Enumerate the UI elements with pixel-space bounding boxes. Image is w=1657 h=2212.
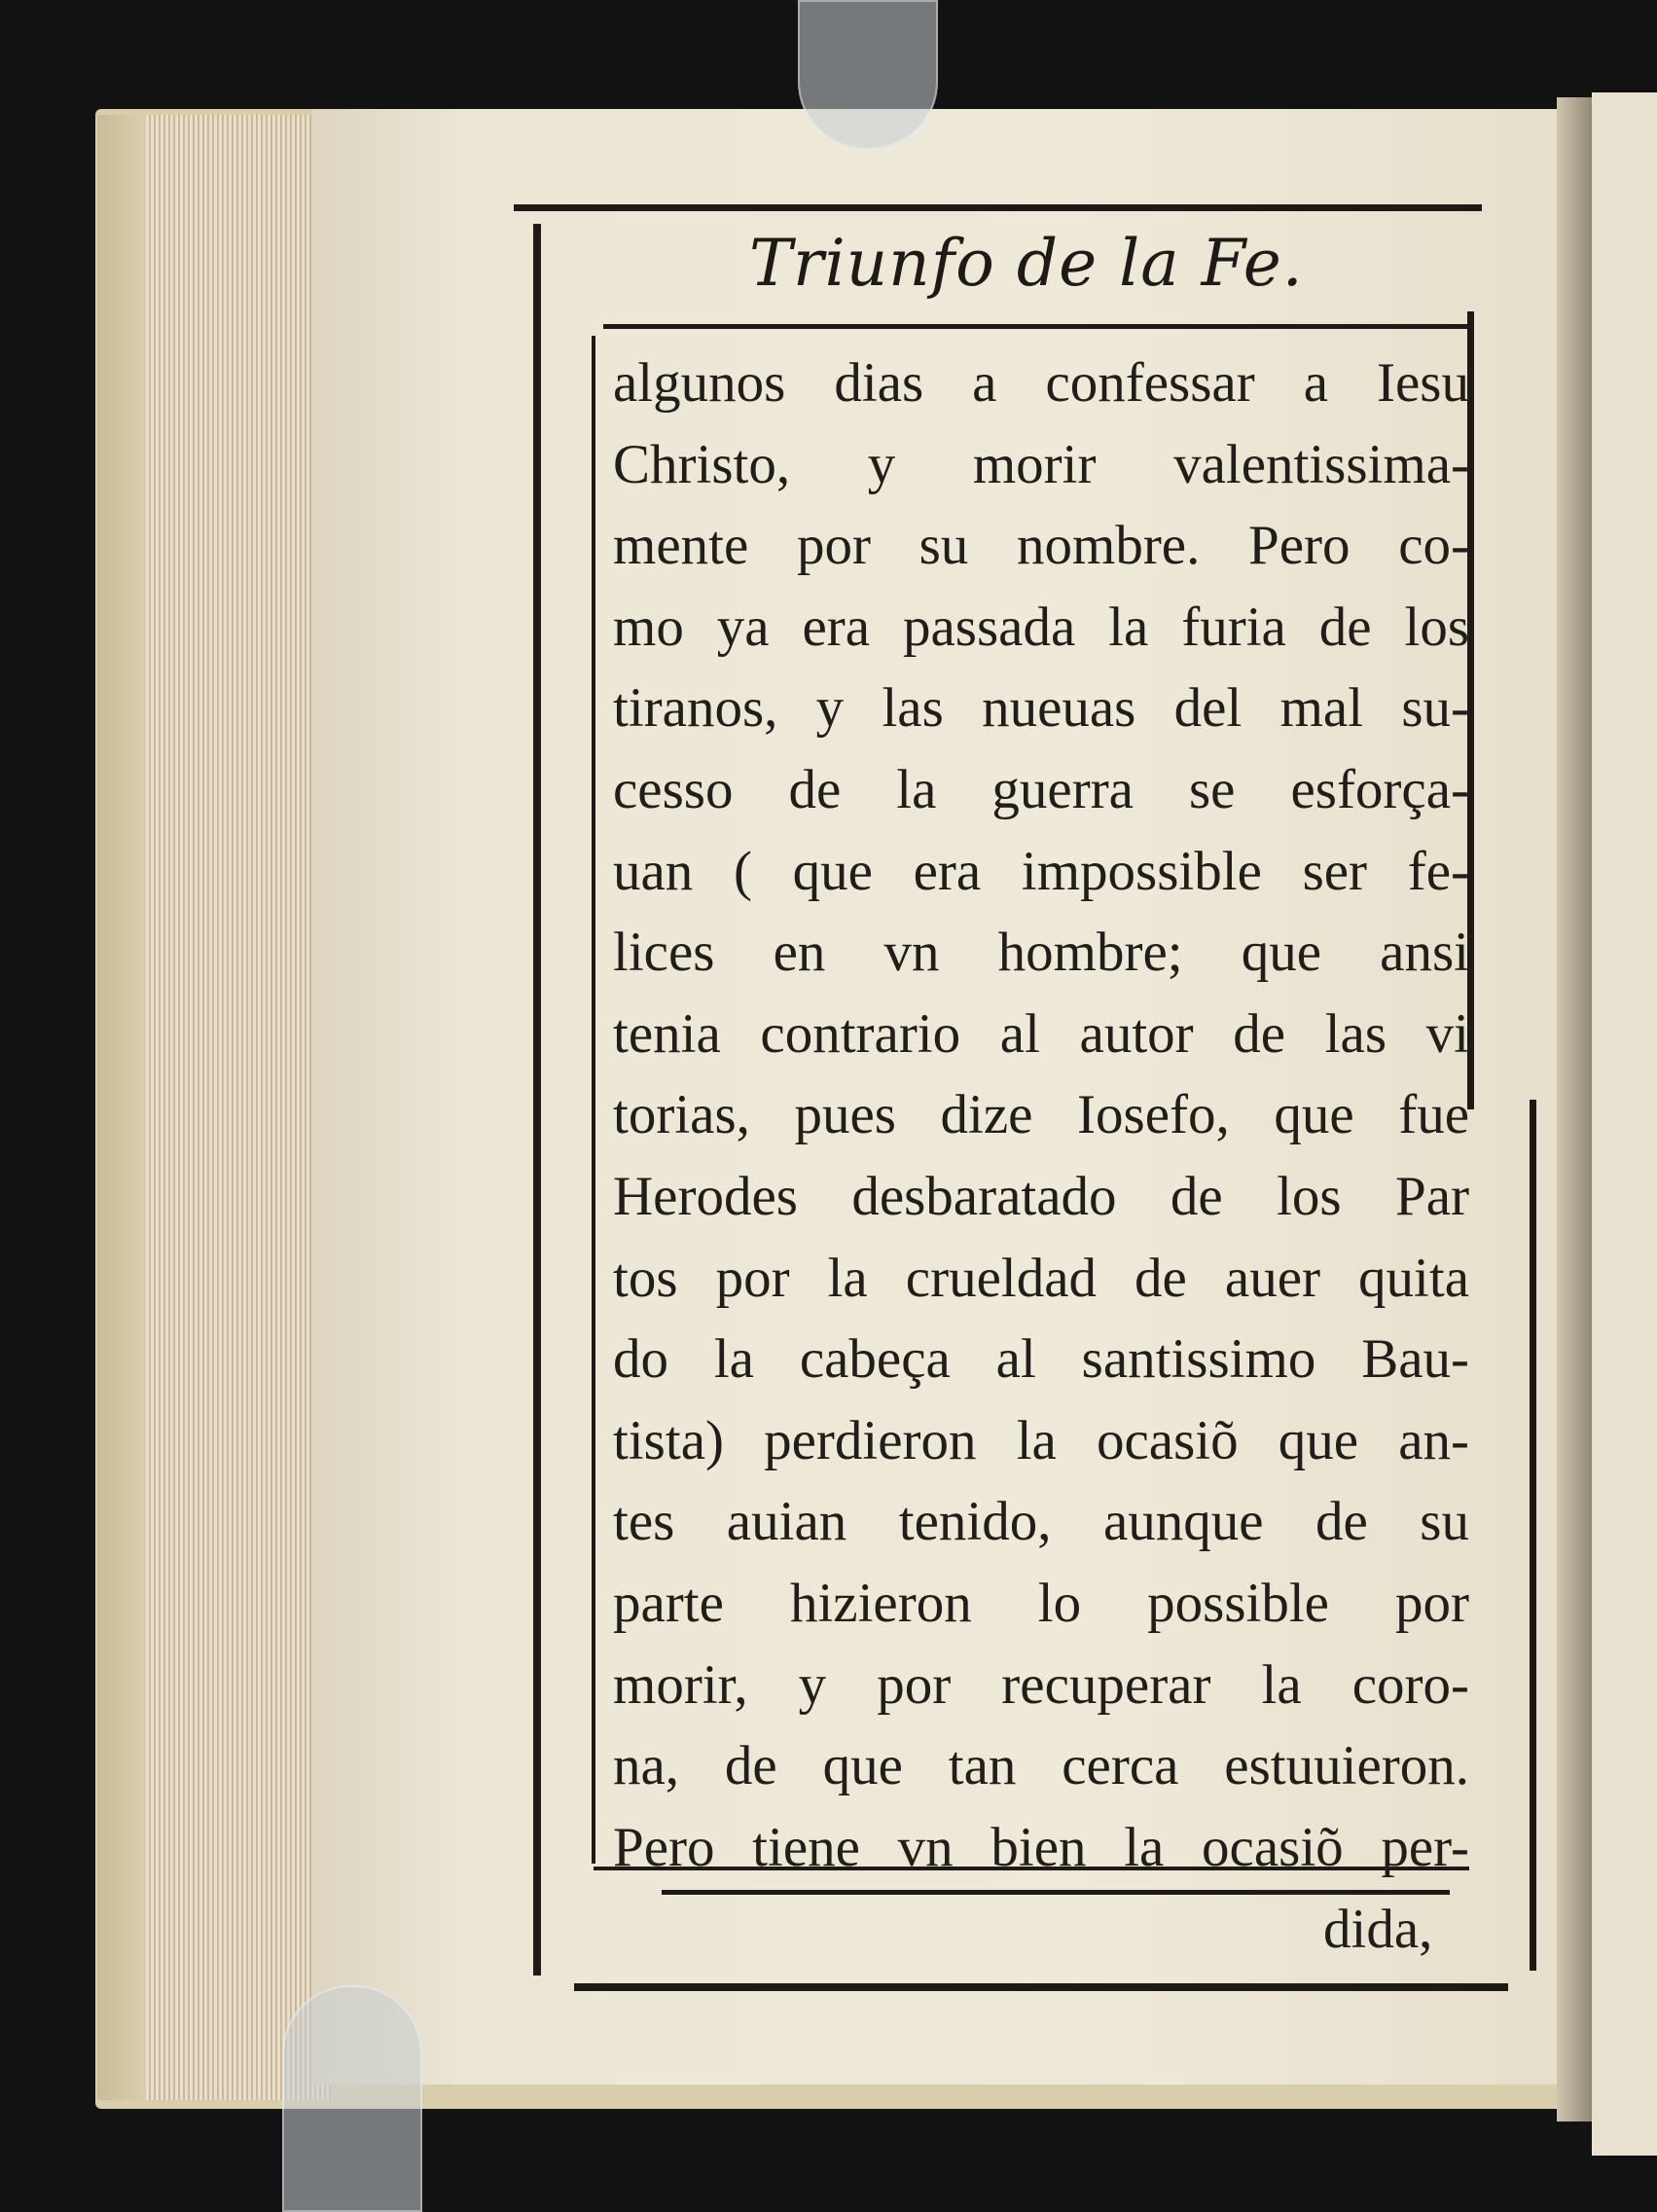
- text-line: do la cabeça al santissimo Bau-: [613, 1328, 1469, 1391]
- text-line: tos por la crueldad de auer quita: [613, 1247, 1469, 1309]
- frame-bottom-rule: [574, 1983, 1508, 1991]
- head-rule: [603, 324, 1469, 329]
- text-line: algunos dias a confessar a Iesu: [613, 352, 1469, 414]
- body-text: [613, 343, 1469, 1888]
- text-line: Pero tiene vn bien la ocasiõ per-: [613, 1816, 1469, 1878]
- text-left-rule: [592, 336, 595, 1864]
- foot-rule: [662, 1890, 1450, 1895]
- text-line: torias, pues dize Iosefo, que fue: [613, 1084, 1469, 1146]
- text-line: Herodes desbaratado de los Par: [613, 1165, 1469, 1227]
- facing-page-edge: [1592, 92, 1657, 2156]
- text-line: cesso de la guerra se esforça-: [613, 758, 1469, 820]
- frame-right-rule-lower: [1530, 1100, 1536, 1971]
- text-line: Christo, y morir valentissima-: [613, 433, 1469, 495]
- page-clip-top: [798, 0, 938, 150]
- text-line: parte hizieron lo possible por: [613, 1572, 1469, 1634]
- catchword: dida,: [1323, 1899, 1433, 1960]
- page-clip-bottom: [282, 1985, 422, 2212]
- text-line: uan ( que era impossible ser fe-: [613, 840, 1469, 902]
- text-line: tiranos, y las nueuas del mal su-: [613, 677, 1469, 740]
- text-line: tista) perdieron la ocasiõ que an-: [613, 1409, 1469, 1471]
- running-head: Triunfo de la Fe.: [749, 226, 1304, 301]
- frame-top-rule: [514, 204, 1482, 211]
- text-line: tenia contrario al autor de las vi: [613, 1002, 1469, 1065]
- text-line: lices en vn hombre; que ansi: [613, 922, 1469, 984]
- text-line: na, de que tan cerca estuuieron.: [613, 1735, 1469, 1797]
- page-edges: [146, 115, 331, 2100]
- text-line: morir, y por recuperar la coro-: [613, 1653, 1469, 1716]
- frame-left-rule: [533, 224, 541, 1976]
- book-gutter: [1557, 97, 1596, 2121]
- text-line: mo ya era passada la furia de los: [613, 596, 1469, 658]
- text-line: mente por su nombre. Pero co-: [613, 515, 1469, 577]
- text-line: tes auian tenido, aunque de su: [613, 1491, 1469, 1553]
